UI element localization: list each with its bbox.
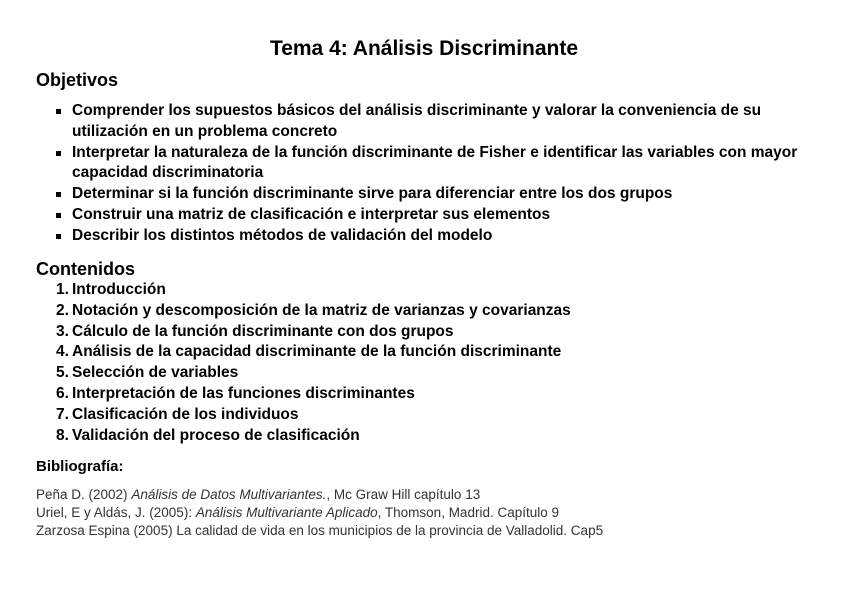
content-text: Análisis de la capacidad discriminante de la función discriminante [72,343,562,361]
bib-title: Análisis de Datos Multivariantes. [131,487,327,502]
bibliography-entry [36,486,603,504]
objective-text: Determinar si la función discriminante sirve para diferenciar entre los dos grupos [72,185,673,203]
bib-text: , Thomson, Madrid. Capítulo 9 [377,505,559,520]
content-text: Selección de variables [72,364,239,382]
list-item [0,226,848,247]
bullet-icon [56,109,61,114]
list-item [0,184,848,205]
objective-text: Comprender los supuestos básicos del análisis discriminante y valorar la conveniencia de su utilización en un problema concreto [72,102,762,140]
bullet-icon [56,192,61,197]
bib-text: , Mc Graw Hill capítulo 13 [326,487,481,502]
list-item [0,363,848,384]
objective-text: Describir los distintos métodos de validación del modelo [72,226,493,244]
item-number: 5. [56,364,69,382]
list-item [0,405,848,426]
bib-text: Uriel, E y Aldás, J. (2005): [36,505,196,520]
list-item [0,384,848,405]
list-item [0,426,848,447]
item-number: 6. [56,384,69,402]
page-title: Tema 4: Análisis Discriminante [269,37,579,60]
list-item [0,301,848,322]
objectives-list [0,101,848,247]
bib-title: Análisis Multivariante Aplicado [195,505,378,520]
bibliography-heading: Bibliografía: [36,458,124,475]
list-item [0,143,848,185]
bibliography-entry [36,504,603,522]
item-number: 3. [56,322,69,340]
content-text: Validación del proceso de clasificación [72,426,360,444]
list-item [0,280,848,301]
bibliography-entry [36,522,603,540]
objectives-heading: Objetivos [36,70,119,90]
item-number: 2. [56,301,69,319]
list-item [0,205,848,226]
list-item [0,322,848,343]
bib-text: Zarzosa Espina (2005) La calidad de vida en los municipios de la provincia de Valladolid. Cap5 [36,523,604,538]
bullet-icon [56,151,61,156]
content-text: Cálculo de la función discriminante con dos grupos [72,322,454,340]
contents-heading: Contenidos [36,259,135,279]
list-item [0,342,848,363]
content-text: Notación y descomposición de la matriz de varianzas y covarianzas [72,301,571,319]
contents-list [0,280,848,446]
bib-text: Peña D. (2002) [36,487,132,502]
bibliography-list [36,486,603,540]
objective-text: Interpretar la naturaleza de la función discriminante de Fisher e identificar las variables con mayor capacidad discriminatoria [72,143,798,182]
content-text: Interpretación de las funciones discriminantes [72,384,415,402]
objective-text: Construir una matriz de clasificación e interpretar sus elementos [72,205,551,223]
item-number: 8. [56,426,69,444]
item-number: 4. [56,343,69,361]
content-text: Clasificación de los individuos [72,405,299,423]
item-number: 1. [56,281,69,298]
list-item [0,101,848,143]
item-number: 7. [56,405,69,423]
bullet-icon [56,213,61,218]
bullet-icon [56,234,61,239]
content-text: Introducción [72,281,166,298]
